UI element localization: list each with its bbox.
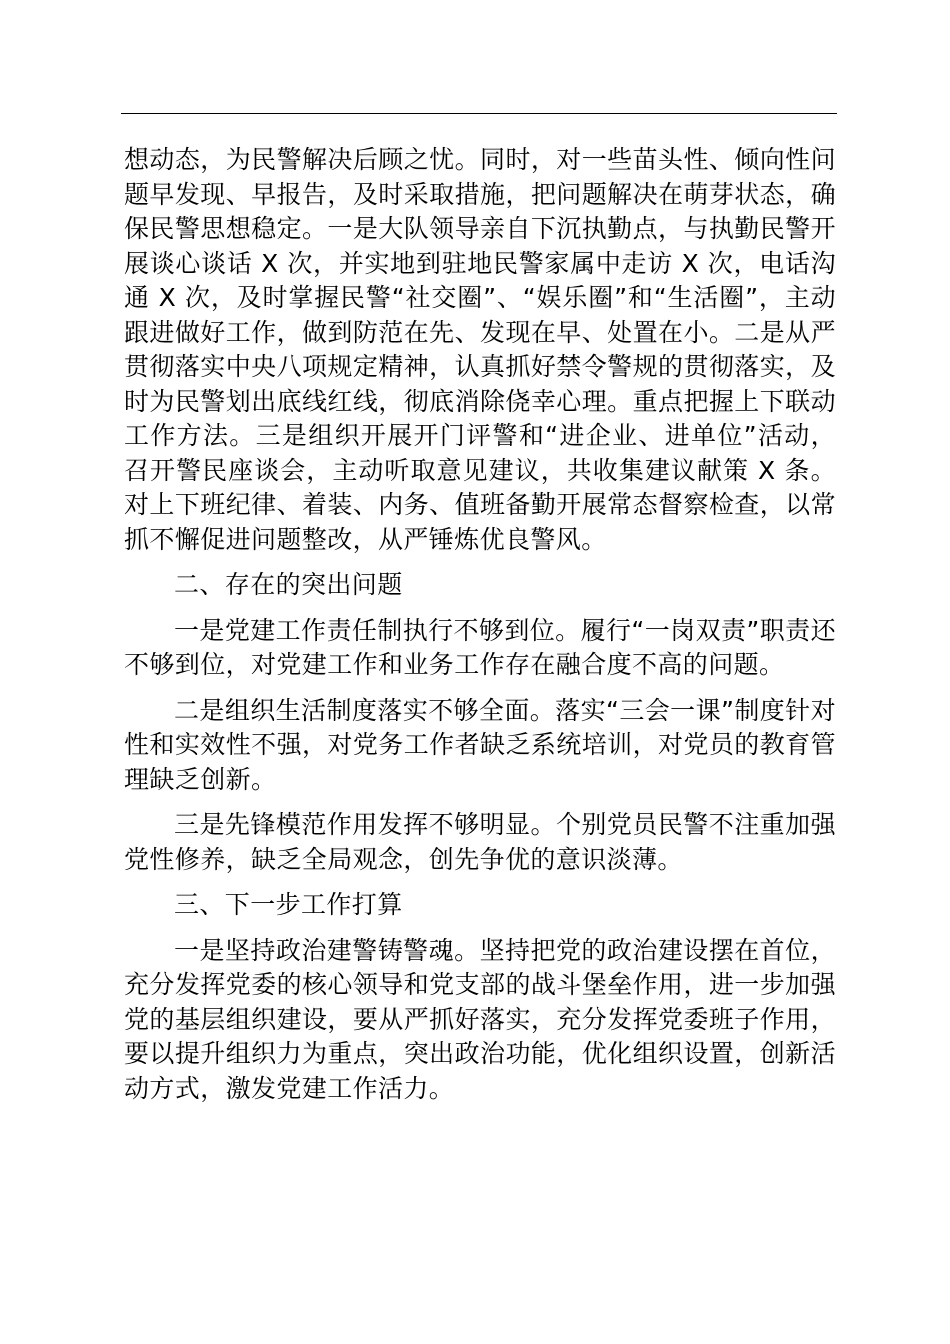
body-paragraph: 一是党建工作责任制执行不够到位。履行“一岗双责”职责还不够到位，对党建工作和业务工作存在融合度不高的问题。 — [124, 615, 836, 679]
section-heading: 三、下一步工作打算 — [174, 890, 403, 919]
section-heading: 二、存在的突出问题 — [174, 570, 403, 599]
body-paragraph: 想动态，为民警解决后顾之忧。同时，对一些苗头性、倾向性问题早发现、早报告，及时采取措施，把问题解决在萌芽状态，确保民警思想稳定。一是大队领导亲自下沉执勤点，与执勤民警开展谈心谈话 X 次，并实地到驻地民警家属中走访 X 次，电话沟通 X 次，及时掌握民警“社交圈”、“娱乐圈”和“生活圈”，主动跟进做好工作，做到防范在先、发现在早、处置在小。二是从严贯彻落实中央八项规定精神，认真抓好禁令警规的贯彻落实，及时为民警划出底线红线，彻底消除侥幸心理。重点把握上下联动工作方法。三是组织开展开门评警和“进企业、进单位”活动，召开警民座谈会，主动听取意见建议，共收集建议献策 X 条。对上下班纪律、着装、内务、值班备勤开展常态督察检查，以常抓不懈促进问题整改，从严锤炼优良警风。 — [124, 145, 836, 554]
body-paragraph: 二是组织生活制度落实不够全面。落实“三会一课”制度针对性和实效性不强，对党务工作者缺乏系统培训，对党员的教育管理缺乏创新。 — [124, 695, 836, 794]
header-rule — [121, 113, 837, 114]
document-body — [124, 143, 836, 1106]
body-paragraph: 一是坚持政治建警铸警魂。坚持把党的政治建设摆在首位，充分发挥党委的核心领导和党支部的战斗堡垒作用，进一步加强党的基层组织建设，要从严抓好落实，充分发挥党委班子作用，要以提升组织力为重点，突出政治功能，优化组织设置，创新活动方式，激发党建工作活力。 — [124, 935, 836, 1103]
body-paragraph: 三是先锋模范作用发挥不够明显。个别党员民警不注重加强党性修养，缺乏全局观念，创先争优的意识淡薄。 — [124, 810, 836, 874]
